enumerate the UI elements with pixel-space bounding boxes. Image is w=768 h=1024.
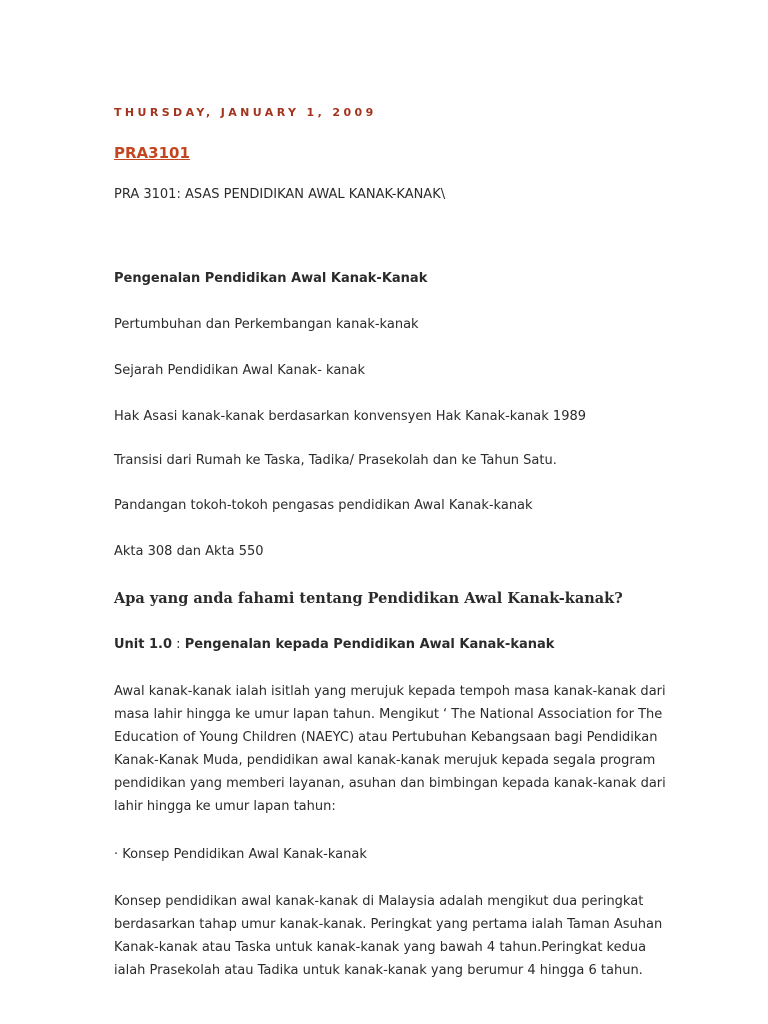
unit-separator: :	[172, 637, 185, 652]
post-title-link[interactable]: PRA3101	[114, 144, 190, 162]
post-subtitle: PRA 3101: ASAS PENDIDIKAN AWAL KANAK-KANAK\	[114, 187, 446, 202]
paragraph-line: lahir hingga ke umur lapan tahun:	[114, 799, 336, 814]
paragraph-line: Awal kanak-kanak ialah isitlah yang merujuk kepada tempoh masa kanak-kanak dari	[114, 684, 666, 699]
question-heading: Apa yang anda fahami tentang Pendidikan Awal Kanak-kanak?	[114, 590, 623, 607]
paragraph-line: berdasarkan tahap umur kanak-kanak. Peringkat yang pertama ialah Taman Asuhan	[114, 917, 663, 932]
topic-item: Hak Asasi kanak-kanak berdasarkan konvensyen Hak Kanak-kanak 1989	[114, 409, 587, 424]
paragraph-concept	[114, 890, 694, 982]
paragraph-line: Konsep pendidikan awal kanak-kanak di Malaysia adalah mengikut dua peringkat	[114, 894, 644, 909]
unit-title: Pengenalan kepada Pendidikan Awal Kanak-kanak	[184, 637, 555, 652]
paragraph-definition	[114, 680, 694, 818]
topic-item: Pandangan tokoh-tokoh pengasas pendidikan Awal Kanak-kanak	[114, 498, 533, 513]
paragraph-line: Kanak-Kanak Muda, pendidikan awal kanak-kanak merujuk kepada segala program	[114, 753, 656, 768]
paragraph-line: Kanak-kanak atau Taska untuk kanak-kanak yang bawah 4 tahun.Peringkat kedua	[114, 940, 647, 955]
topic-item: Transisi dari Rumah ke Taska, Tadika/ Prasekolah dan ke Tahun Satu.	[114, 453, 557, 468]
post-date-header: THURSDAY, JANUARY 1, 2009	[114, 106, 377, 119]
bullet-item: · Konsep Pendidikan Awal Kanak-kanak	[114, 847, 367, 862]
paragraph-line: masa lahir hingga ke umur lapan tahun. Mengikut ‘ The National Association for The	[114, 707, 663, 722]
topic-item: Pertumbuhan dan Perkembangan kanak-kanak	[114, 317, 419, 332]
topic-item: Akta 308 dan Akta 550	[114, 544, 264, 559]
topic-item: Sejarah Pendidikan Awal Kanak- kanak	[114, 363, 366, 378]
paragraph-line: pendidikan yang memberi layanan, asuhan dan bimbingan kepada kanak-kanak dari	[114, 776, 666, 791]
topics-heading: Pengenalan Pendidikan Awal Kanak-Kanak	[114, 271, 428, 286]
paragraph-line: Education of Young Children (NAEYC) atau Pertubuhan Kebangsaan bagi Pendidikan	[114, 730, 658, 745]
unit-heading	[114, 634, 554, 656]
unit-label: Unit 1.0	[114, 637, 173, 652]
paragraph-line: ialah Prasekolah atau Tadika untuk kanak-kanak yang berumur 4 hingga 6 tahun.	[114, 963, 643, 978]
